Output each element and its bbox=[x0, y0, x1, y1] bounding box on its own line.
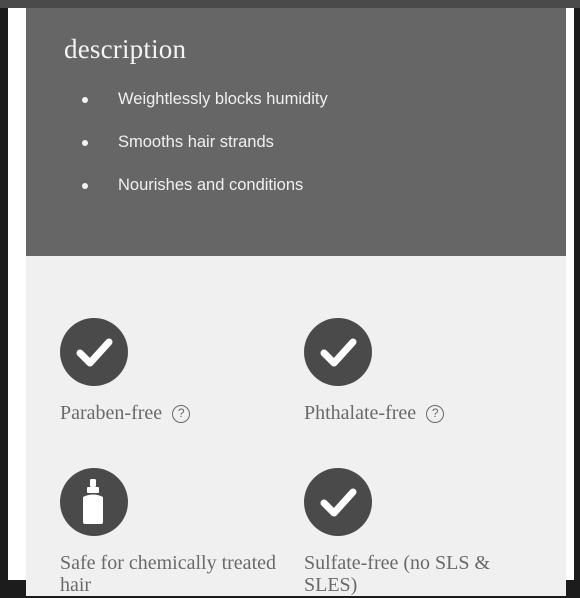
feature-label bbox=[304, 552, 544, 596]
bottle-icon bbox=[60, 468, 128, 536]
help-icon[interactable]: ? bbox=[172, 405, 190, 423]
bullet-icon bbox=[82, 183, 88, 189]
list-item bbox=[82, 88, 542, 112]
bullet-icon bbox=[82, 140, 88, 146]
features-panel bbox=[26, 256, 566, 596]
description-title: description bbox=[64, 34, 187, 64]
help-icon[interactable]: ? bbox=[426, 405, 444, 423]
bullet-text: Nourishes and conditions bbox=[118, 176, 304, 194]
description-list bbox=[26, 8, 566, 256]
feature-label bbox=[60, 552, 300, 596]
product-detail-frame bbox=[8, 8, 574, 596]
description-panel bbox=[26, 8, 566, 256]
feature-label-text: Sulfate-free (no SLS & SLES) bbox=[304, 552, 491, 596]
list-item bbox=[82, 131, 542, 155]
top-bar bbox=[0, 0, 580, 8]
bullet-text: Smooths hair strands bbox=[118, 133, 274, 151]
feature-label-text: Phthalate-free bbox=[304, 402, 417, 424]
list-item bbox=[82, 174, 542, 198]
feature-label-text: Paraben-free bbox=[60, 402, 163, 424]
feature-label bbox=[60, 402, 300, 424]
feature-safe-chemically-treated bbox=[60, 468, 300, 598]
check-icon bbox=[60, 318, 128, 386]
feature-sulfate-free bbox=[304, 468, 544, 598]
feature-label bbox=[304, 402, 544, 424]
check-icon bbox=[304, 318, 372, 386]
bullet-text: Weightlessly blocks humidity bbox=[118, 90, 328, 108]
check-icon bbox=[304, 468, 372, 536]
feature-label-text: Safe for chemically treated hair bbox=[60, 552, 276, 596]
feature-phthalate-free bbox=[304, 318, 544, 448]
feature-paraben-free bbox=[60, 318, 300, 448]
bullet-icon bbox=[82, 97, 88, 103]
